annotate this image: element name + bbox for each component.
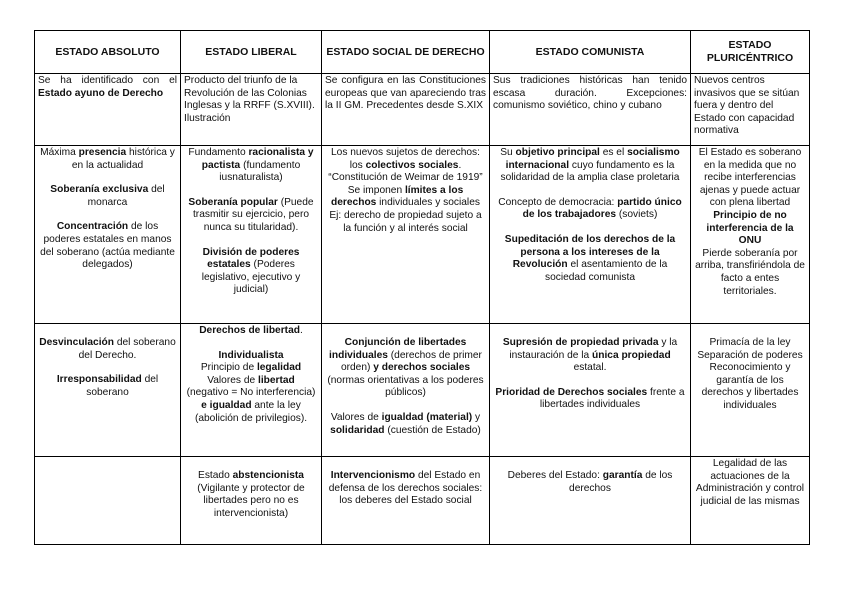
table-row: [35, 324, 810, 457]
header-cell: ESTADO PLURICÉNTRICO: [691, 31, 810, 74]
table-cell: Sus tradiciones históricas han tenido escasa duración. Excepciones: comunismo soviético, chino y cubano: [490, 74, 691, 146]
table-cell: Conjunción de libertades individuales (derechos de primer orden) y derechos sociales (normas orientativas a los poderes públicos) Valores de igualdad (material) y solidaridad (cuestión de Estado): [322, 324, 490, 457]
table-cell: Nuevos centros invasivos que se sitúan fuera y dentro del Estado con capacidad normativa: [691, 74, 810, 146]
table-cell: Fundamento racionalista y pactista (fundamento iusnaturalista) Soberanía popular (Puede trasmitir su ejercicio, pero nunca su titularidad). División de poderes estatales (Poderes legislativo, ejecutivo y judicial): [181, 146, 322, 324]
table-cell: Producto del triunfo de la Revolución de las Colonias Inglesas y la RRFF (S.XVIII). Ilustración: [181, 74, 322, 146]
table-cell: Supresión de propiedad privada y la instauración de la única propiedad estatal. Prioridad de Derechos sociales frente a libertades individuales: [490, 324, 691, 457]
table-cell: Legalidad de las actuaciones de la Administración y control judicial de las mismas: [691, 457, 810, 545]
table-cell: Deberes del Estado: garantía de los derechos: [490, 457, 691, 545]
table-cell: Máxima presencia histórica y en la actualidad Soberanía exclusiva del monarca Concentración de los poderes estatales en manos del soberano (actúa mediante delegados): [35, 146, 181, 324]
comparison-table: [34, 30, 810, 545]
table-cell: Intervencionismo del Estado en defensa de los derechos sociales: los deberes del Estado social: [322, 457, 490, 545]
header-cell: ESTADO LIBERAL: [181, 31, 322, 74]
table-cell: Primacía de la ley Separación de poderes Reconocimiento y garantía de los derechos y libertades individuales: [691, 324, 810, 457]
table-row: [35, 457, 810, 545]
table-cell: Los nuevos sujetos de derechos: los colectivos sociales. “Constitución de Weimar de 1919” Se imponen límites a los derechos individuales y sociales Ej: derecho de propiedad sujeto a la función y al interés social: [322, 146, 490, 324]
table-cell: Derechos de libertad. Individualista Principio de legalidad Valores de libertad (negativo = No interferencia) e igualdad ante la ley (abolición de privilegios).: [181, 324, 322, 457]
table-row: [35, 74, 810, 146]
table-cell: Se ha identificado con el Estado ayuno de Derecho: [35, 74, 181, 146]
table-cell: Estado abstencionista (Vigilante y protector de libertades pero no es intervencionista): [181, 457, 322, 545]
table-cell: [35, 457, 181, 545]
table-cell: Desvinculación del soberano del Derecho. Irresponsabilidad del soberano: [35, 324, 181, 457]
header-cell: ESTADO SOCIAL DE DERECHO: [322, 31, 490, 74]
header-cell: ESTADO ABSOLUTO: [35, 31, 181, 74]
table-cell: Su objetivo principal es el socialismo internacional cuyo fundamento es la solidaridad de la amplia clase proletaria Concepto de democracia: partido único de los trabajadores (soviets) Supeditación de los derechos de la persona a los intereses de la Revolución el asentamiento de la sociedad comunista: [490, 146, 691, 324]
table-cell: Se configura en las Constituciones europeas que van apareciendo tras la II GM. Precedentes desde S.XIX: [322, 74, 490, 146]
header-cell: ESTADO COMUNISTA: [490, 31, 691, 74]
table-cell: El Estado es soberano en la medida que no recibe interferencias ajenas y puede actuar con plena libertad Principio de no interferencia de la ONU Pierde soberanía por arriba, transfiriéndola de facto a entes territoriales.: [691, 146, 810, 324]
table-row: [35, 146, 810, 324]
header-row: [35, 31, 810, 74]
